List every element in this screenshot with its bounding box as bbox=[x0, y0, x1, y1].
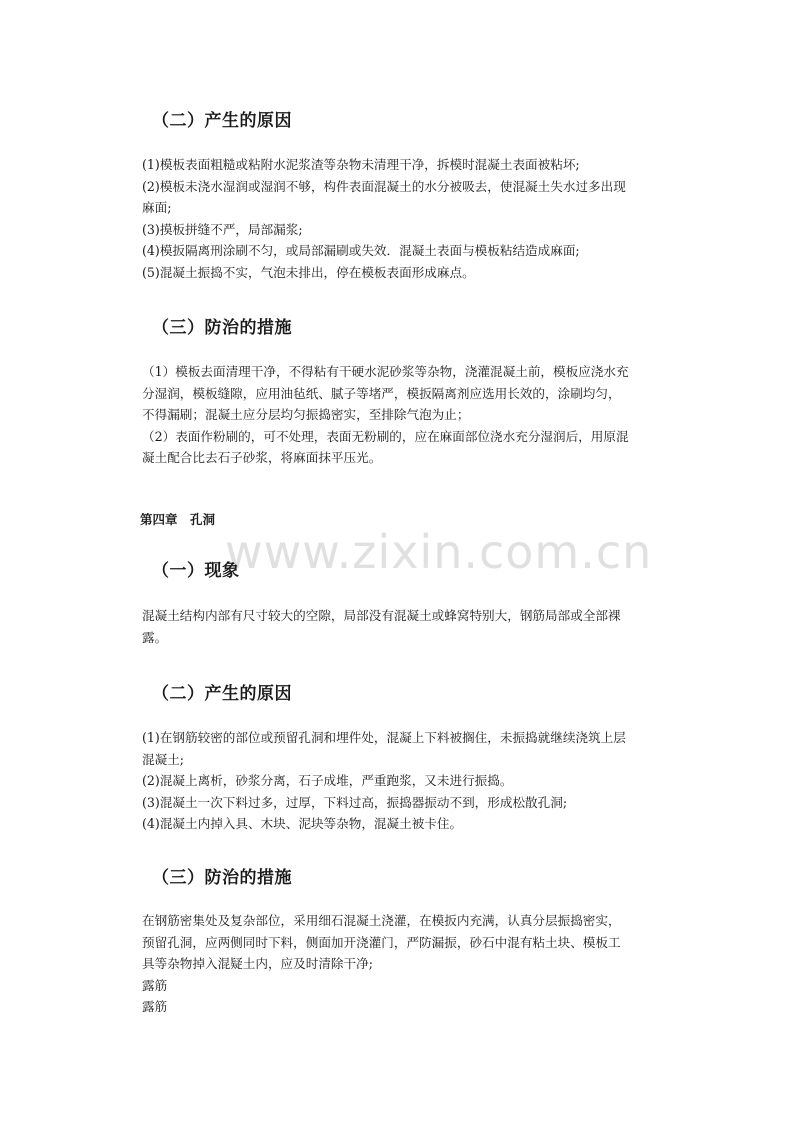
list-item: (3)摸板拼缝不严，局部漏浆; bbox=[142, 221, 303, 237]
list-item: (2)混凝上离析，砂浆分离，石子成堆，严重跑浆，又未进行振捣。 bbox=[142, 773, 513, 788]
heading-prevention-1: （三）防治的措施 bbox=[152, 318, 292, 338]
list-item: (3)混凝土一次下料过多，过厚，下料过高，振捣器振动不到，形成松散孔洞; bbox=[142, 794, 568, 810]
heading-causes-2: （二）产生的原因 bbox=[152, 684, 292, 704]
prevention-1-list bbox=[142, 361, 662, 469]
heading-prevention-2: （三）防治的措施 bbox=[152, 868, 292, 888]
list-item: 露筋 bbox=[142, 977, 168, 993]
list-item: 露。 bbox=[142, 629, 168, 645]
list-item: 分湿润，模板缝隙，应用油毡纸、腻子等堵严，模扳隔离剂应选用长效的，涂刷均匀， bbox=[142, 385, 621, 401]
list-item: 混凝土结构内部有尺寸较大的空隙，局部没有混凝土或蜂窝特别大，钢筋局部或全部裸 bbox=[142, 608, 621, 623]
list-item: (4)混凝土内掉入具、木块、泥块等杂物，混凝土被卡住。 bbox=[142, 816, 463, 831]
list-item: 在钢筋密集处及复杂部位，采用细石混凝土浇灌，在模扳内充满，认真分层振捣密实， bbox=[142, 913, 621, 928]
list-item: 不得漏刷；混凝土应分层均匀振捣密实，至排除气泡为止； bbox=[142, 407, 470, 422]
chapter-title: 第四章 孔洞 bbox=[140, 512, 216, 527]
list-item: 麻面; bbox=[142, 200, 172, 215]
causes-1-list bbox=[142, 154, 662, 283]
list-item: 预留孔洞，应两侧同时下料，侧面加开浇灌门，严防漏振，砂石中混有粘土块、模板工 bbox=[142, 934, 621, 950]
phenomenon-text bbox=[142, 605, 662, 648]
list-item: 混凝土; bbox=[142, 751, 185, 767]
list-item: （1）模板去面清理干净，不得粘有干硬水泥砂浆等杂物，浇灌混凝土前，模板应浇水充 bbox=[142, 364, 629, 379]
list-item: (1)模板表面粗糙或粘附水泥浆渣等杂物未清理干净，拆模时混凝土表面被粘坏; bbox=[142, 157, 580, 172]
list-item: 凝土配合比去石子砂浆，将麻面抹平压光。 bbox=[142, 450, 382, 465]
prevention-2-list bbox=[142, 910, 662, 1018]
list-item: （2）表面作粉刷的，可不处理，表面无粉刷的，应在麻面部位浇水充分湿润后，用原混 bbox=[142, 428, 629, 444]
list-item: (5)混凝土振捣不实，气泡未排出，停在模板表面形成麻点。 bbox=[142, 264, 475, 280]
list-item: (4)模扳隔离刑涂刷不匀，或局部漏刷或失效．混凝土表面与模板粘结造成麻面; bbox=[142, 243, 580, 258]
watermark: www.zixin.com.cn bbox=[225, 525, 653, 579]
list-item: (2)模板未浇水湿润或湿润不够，构件表面混凝土的水分被吸去，使混凝土失水过多出现 bbox=[142, 178, 626, 194]
heading-phenomenon: （一）现象 bbox=[152, 561, 240, 581]
list-item: (1)在钢筋较密的部位或预留孔洞和埋件处，混凝上下料被搁住，未振捣就继续浇筑上层 bbox=[142, 730, 626, 745]
list-item: 具等杂物掉入混疑土内，应及时清除干净; bbox=[142, 956, 373, 971]
list-item: 露筋 bbox=[142, 999, 168, 1014]
heading-causes-1: （二）产生的原因 bbox=[152, 111, 292, 131]
causes-2-list bbox=[142, 727, 662, 835]
